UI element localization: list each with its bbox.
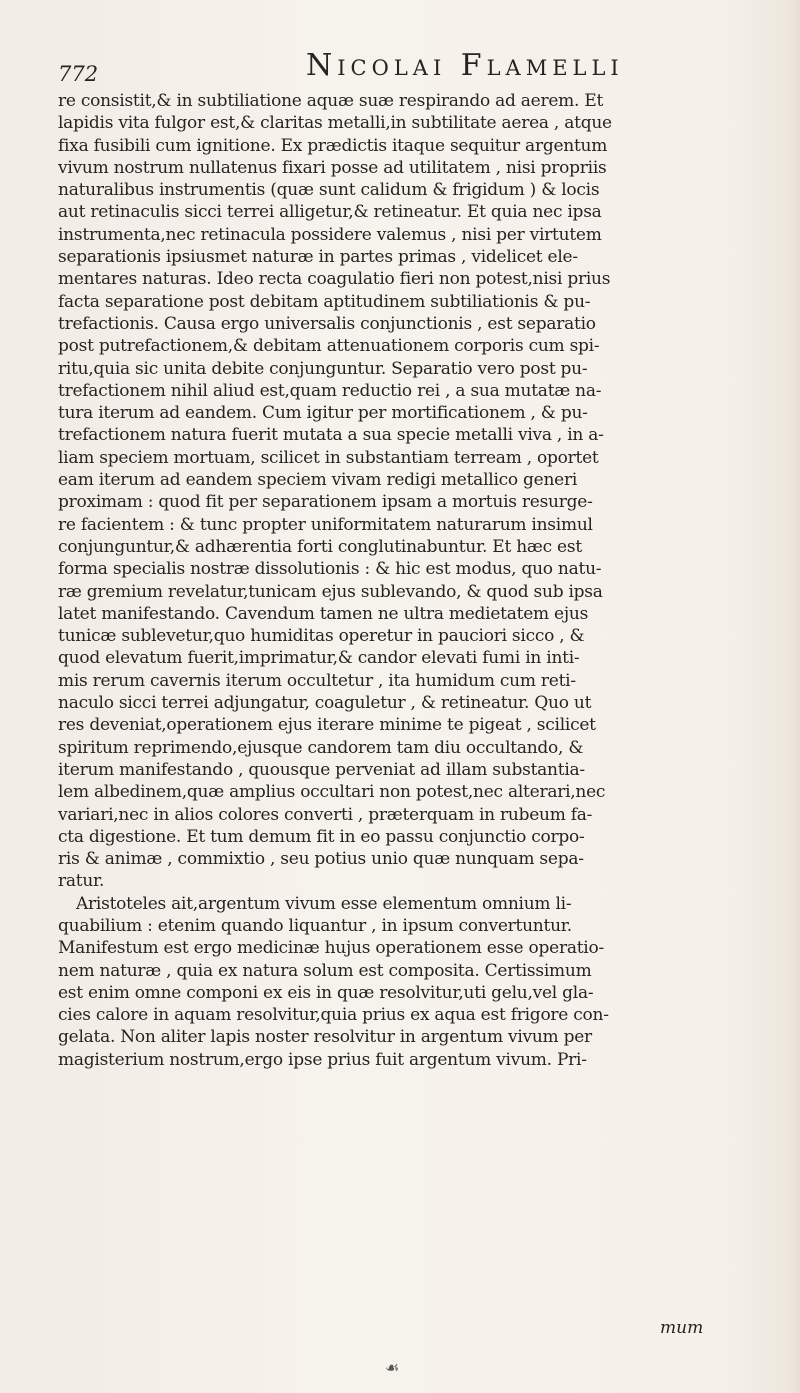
catchword: mum: [660, 1318, 704, 1338]
text-line: quabilium : etenim quando liquantur , in ipsum convertuntur.: [58, 915, 572, 936]
text-line: mis rerum cavernis iterum occultetur , ita humidum cum reti-: [58, 670, 576, 691]
text-line: aut retinaculis sicci terrei alligetur,& retineatur. Et quia nec ipsa: [58, 202, 602, 223]
text-line: ritu,quia sic unita debite conjunguntur. Separatio vero post pu-: [58, 358, 588, 379]
text-line: ris & animæ , commixtio , seu potius unio quæ nunquam sepa-: [58, 849, 584, 870]
text-line: cies calore in aquam resolvitur,quia prius ex aqua est frigore con-: [58, 1005, 609, 1026]
text-line: nem naturæ , quia ex natura solum est composita. Certissimum: [58, 960, 592, 981]
body-text: [58, 90, 763, 1071]
text-line: facta separatione post debitam aptitudinem subtiliationis & pu-: [58, 291, 591, 312]
text-line: fixa fusibili cum ignitione. Ex prædictis itaque sequitur argentum: [58, 135, 608, 156]
text-line: est enim omne componi ex eis in quæ resolvitur,uti gelu,vel gla-: [58, 982, 594, 1003]
text-line: trefactionis. Causa ergo universalis conjunctionis , est separatio: [58, 313, 596, 334]
text-line: proximam : quod fit per separationem ipsam a mortuis resurge-: [58, 492, 593, 513]
text-line: cta digestione. Et tum demum fit in eo passu conjunctio corpo-: [58, 826, 585, 847]
text-line: latet manifestando. Cavendum tamen ne ultra medietatem ejus: [58, 603, 589, 624]
text-line: iterum manifestando , quousque perveniat ad illam substantia-: [58, 759, 585, 780]
running-title: Nicolai Flamelli: [306, 48, 624, 83]
text-line: eam iterum ad eandem speciem vivam redigi metallico generi: [58, 470, 578, 491]
page-edge: [786, 0, 800, 1393]
text-line: Manifestum est ergo medicinæ hujus operationem esse operatio-: [58, 938, 604, 959]
text-line: naturalibus instrumentis (quæ sunt calidum & frigidum ) & locis: [58, 180, 600, 201]
text-line: Aristoteles ait,argentum vivum esse elementum omnium li-: [76, 893, 572, 914]
text-line: re consistit,& in subtiliatione aquæ suæ respirando ad aerem. Et: [58, 91, 604, 111]
text-line: liam speciem mortuam, scilicet in substantiam terream , oportet: [58, 447, 599, 468]
text-line: separationis ipsiusmet naturæ in partes primas , videlicet ele-: [58, 247, 578, 268]
text-line: magisterium nostrum,ergo ipse prius fuit argentum vivum. Pri-: [58, 1049, 587, 1070]
page-number: 772: [58, 62, 99, 86]
ornament-icon: ☙: [385, 1358, 400, 1377]
text-line: instrumenta,nec retinacula possidere valemus , nisi per virtutem: [58, 224, 602, 245]
text-line: tura iterum ad eandem. Cum igitur per mortificationem , & pu-: [58, 403, 588, 424]
text-line: trefactionem natura fuerit mutata a sua specie metalli viva , in a-: [58, 425, 604, 446]
text-line: res deveniat,operationem ejus iterare minime te pigeat , scilicet: [58, 715, 596, 736]
text-line: re facientem : & tunc propter uniformitatem naturarum insimul: [58, 514, 593, 535]
text-line: forma specialis nostræ dissolutionis : & hic est modus, quo natu-: [58, 559, 602, 580]
text-line: tunicæ sublevetur,quo humiditas operetur in pauciori sicco , &: [58, 626, 585, 647]
text-line: quod elevatum fuerit,imprimatur,& candor elevati fumi in inti-: [58, 648, 580, 669]
text-line: spiritum reprimendo,ejusque candorem tam diu occultando, &: [58, 737, 584, 758]
text-line: naculo sicci terrei adjungatur, coaguletur , & retineatur. Quo ut: [58, 693, 592, 714]
page-header: [58, 48, 698, 88]
text-line: post putrefactionem,& debitam attenuationem corporis cum spi-: [58, 336, 600, 357]
text-line: mentares naturas. Ideo recta coagulatio fieri non potest,nisi prius: [58, 269, 611, 290]
text-line: ratur.: [58, 871, 105, 892]
text-line: trefactionem nihil aliud est,quam reductio rei , a sua mutatæ na-: [58, 380, 602, 401]
text-line: variari,nec in alios colores converti , præterquam in rubeum fa-: [58, 804, 593, 825]
text-line: vivum nostrum nullatenus fixari posse ad utilitatem , nisi propriis: [58, 157, 607, 178]
text-line: gelata. Non aliter lapis noster resolvitur in argentum vivum per: [58, 1027, 592, 1048]
text-line: lapidis vita fulgor est,& claritas metalli,in subtilitate aerea , atque: [58, 113, 612, 134]
text-line: conjunguntur,& adhærentia forti conglutinabuntur. Et hæc est: [58, 536, 582, 557]
text-line: ræ gremium revelatur,tunicam ejus sublevando, & quod sub ipsa: [58, 581, 603, 602]
text-line: lem albedinem,quæ amplius occultari non potest,nec alterari,nec: [58, 782, 606, 803]
